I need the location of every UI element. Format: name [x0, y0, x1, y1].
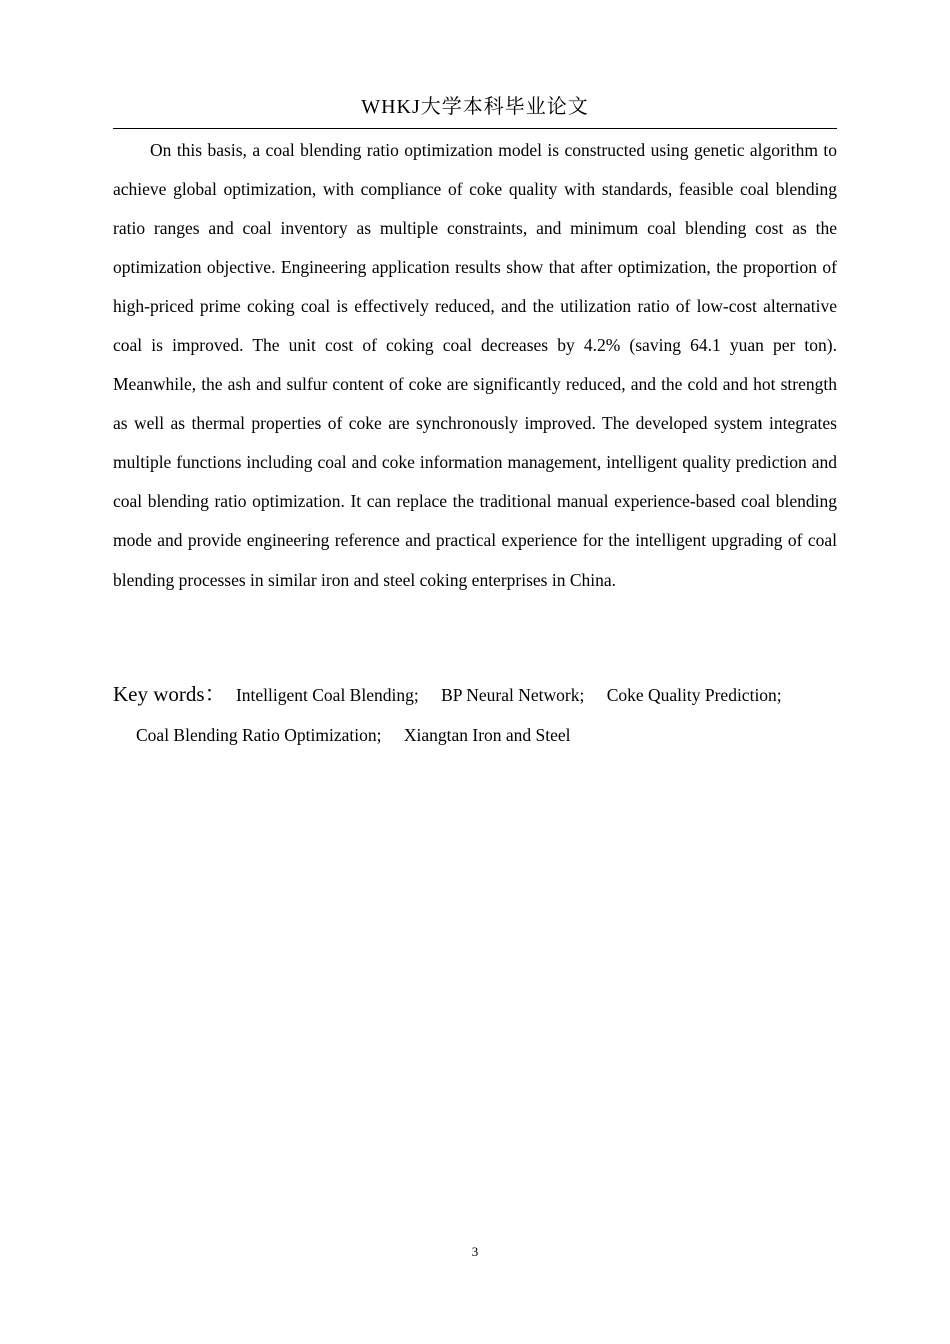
keywords-line-2 [113, 715, 853, 755]
page-number: 3 [471, 1244, 479, 1259]
keywords-line-1 [113, 674, 853, 715]
keyword-item: Coke Quality Prediction; [606, 685, 782, 705]
keyword-item: Intelligent Coal Blending; [235, 685, 419, 705]
running-header: WHKJ大学本科毕业论文 [361, 96, 589, 118]
keyword-item: Xiangtan Iron and Steel [403, 725, 571, 745]
abstract-paragraph: On this basis, a coal blending ratio optimization model is constructed using genetic algorithm to achieve global optimization, with compliance of coke quality with standards, feasible coal blending ratio ranges and coal inventory as multiple constraints, and minimum coal blending cost as the optimization objective. Engineering application results show that after optimization, the proportion of high-priced prime coking coal is effectively reduced, and the utilization ratio of low-cost alternative coal is improved. The unit cost of coking coal decreases by 4.2% (saving 64.1 yuan per ton). Meanwhile, the ash and sulfur content of coke are significantly reduced, and the cold and hot strength as well as thermal properties of coke are synchronously improved. The developed system integrates multiple functions including coal and coke information management, intelligent quality prediction and coal blending ratio optimization. It can replace the traditional manual experience-based coal blending mode and provide engineering reference and practical experience for the intelligent upgrading of coal blending processes in similar iron and steel coking enterprises in China. [113, 140, 837, 590]
keyword-item: BP Neural Network; [441, 685, 585, 705]
keyword-item: Coal Blending Ratio Optimization; [136, 725, 382, 745]
header-rule [113, 128, 837, 129]
keywords-label: Key words： [113, 682, 226, 706]
keywords-section [113, 674, 853, 755]
